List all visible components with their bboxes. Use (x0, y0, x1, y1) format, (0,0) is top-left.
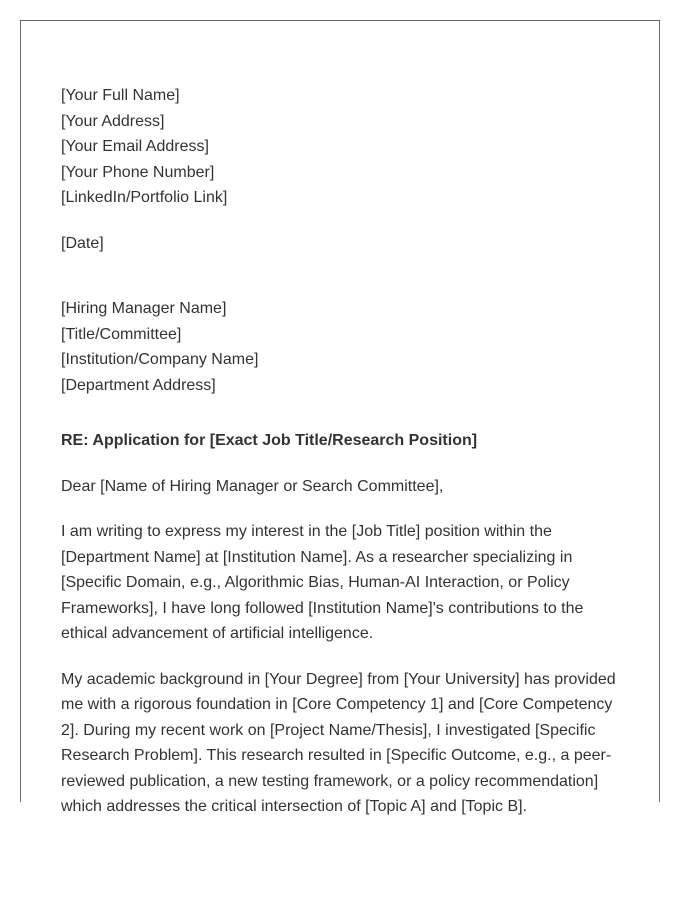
recipient-department-address: [Department Address] (61, 376, 216, 394)
letter-content (61, 83, 627, 820)
sender-address: [Your Address] (61, 112, 165, 130)
sender-block (61, 83, 627, 211)
sender-name: [Your Full Name] (61, 87, 180, 104)
sender-phone: [Your Phone Number] (61, 163, 215, 181)
body-paragraph-1: I am writing to express my interest in the [Job Title] position within the [Department Name] at [Institution Name]. As a researcher specializing in [Specific Domain, e.g., Algorithmic Bias, Human-AI Interaction, or Policy Frameworks], I have long followed [Institution Name]'s contributions to the ethical advancement of artificial intelligence. (61, 523, 584, 642)
body-paragraph-2: My academic background in [Your Degree] from [Your University] has provided me with a rigorous foundation in [Core Competency 1] and [Core Competency 2]. During my recent work on [Project Name/Thesis], I investigated [Specific Research Problem]. This research resulted in [Specific Outcome, e.g., a peer-reviewed publication, a new testing framework, or a policy recommendation] which addresses the critical intersection of [Topic A] and [Topic B]. (61, 670, 616, 815)
sender-portfolio-link: [LinkedIn/Portfolio Link] (61, 189, 228, 206)
letter-page (20, 20, 660, 815)
recipient-block (61, 296, 627, 398)
letter-date: [Date] (61, 234, 104, 252)
recipient-name: [Hiring Manager Name] (61, 300, 227, 317)
recipient-institution: [Institution/Company Name] (61, 351, 259, 368)
subject-line: RE: Application for [Exact Job Title/Research Position] (61, 432, 478, 449)
salutation: Dear [Name of Hiring Manager or Search Committee], (61, 477, 444, 495)
sender-email: [Your Email Address] (61, 138, 209, 155)
recipient-title: [Title/Committee] (61, 325, 182, 343)
